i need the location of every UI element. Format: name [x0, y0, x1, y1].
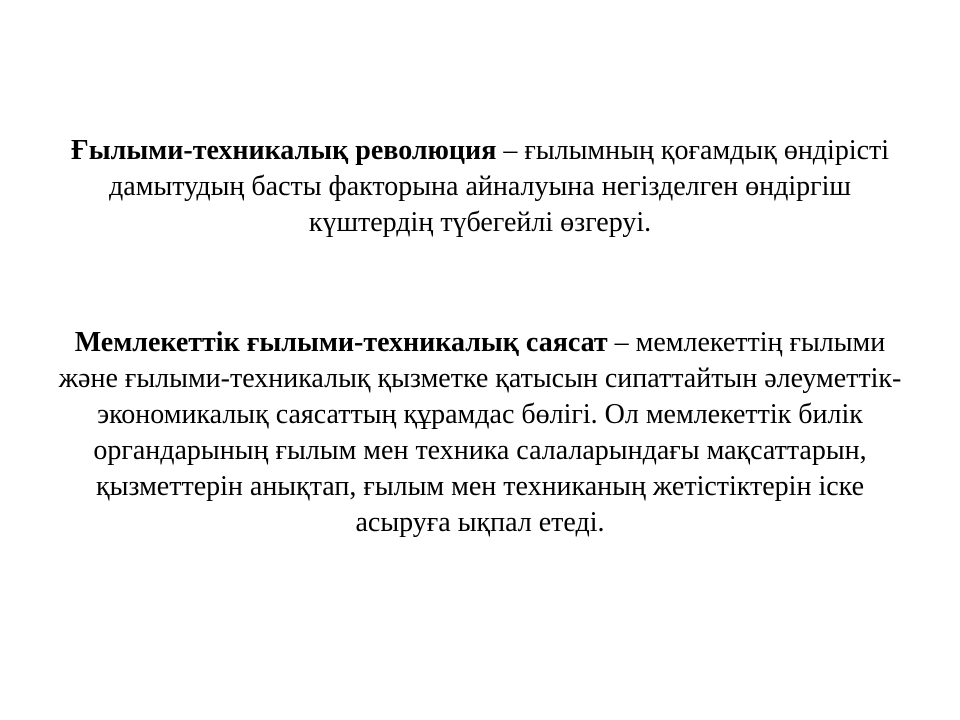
definition-paragraph-state-policy [50, 325, 910, 541]
definition-text-state-scientific-technical-policy: – мемлекеттің ғылыми және ғылыми-техникалық қызметке қатысын сипаттайтын әлеуметтік-экономикалық саясаттың құрамдас бөлігі. Ол мемлекеттік билік органдарының ғылым мен техника салаларындағы мақсаттарын, қызметтерін анықтап, ғылым мен техниканың жетістіктерін іске асыруға ықпал етеді. [58, 327, 902, 538]
definition-text-scientific-technical-revolution: – ғылымның қоғамдық өндірісті дамытудың басты факторына айналуына негізделген өндіргіш күштердің түбегейлі өзгеруі. [109, 135, 890, 238]
term-scientific-technical-revolution: Ғылыми-техникалық революция [70, 135, 497, 166]
term-state-scientific-technical-policy: Мемлекеттік ғылыми-техникалық саясат [74, 327, 608, 358]
definition-paragraph-scientific-revolution [50, 133, 910, 241]
